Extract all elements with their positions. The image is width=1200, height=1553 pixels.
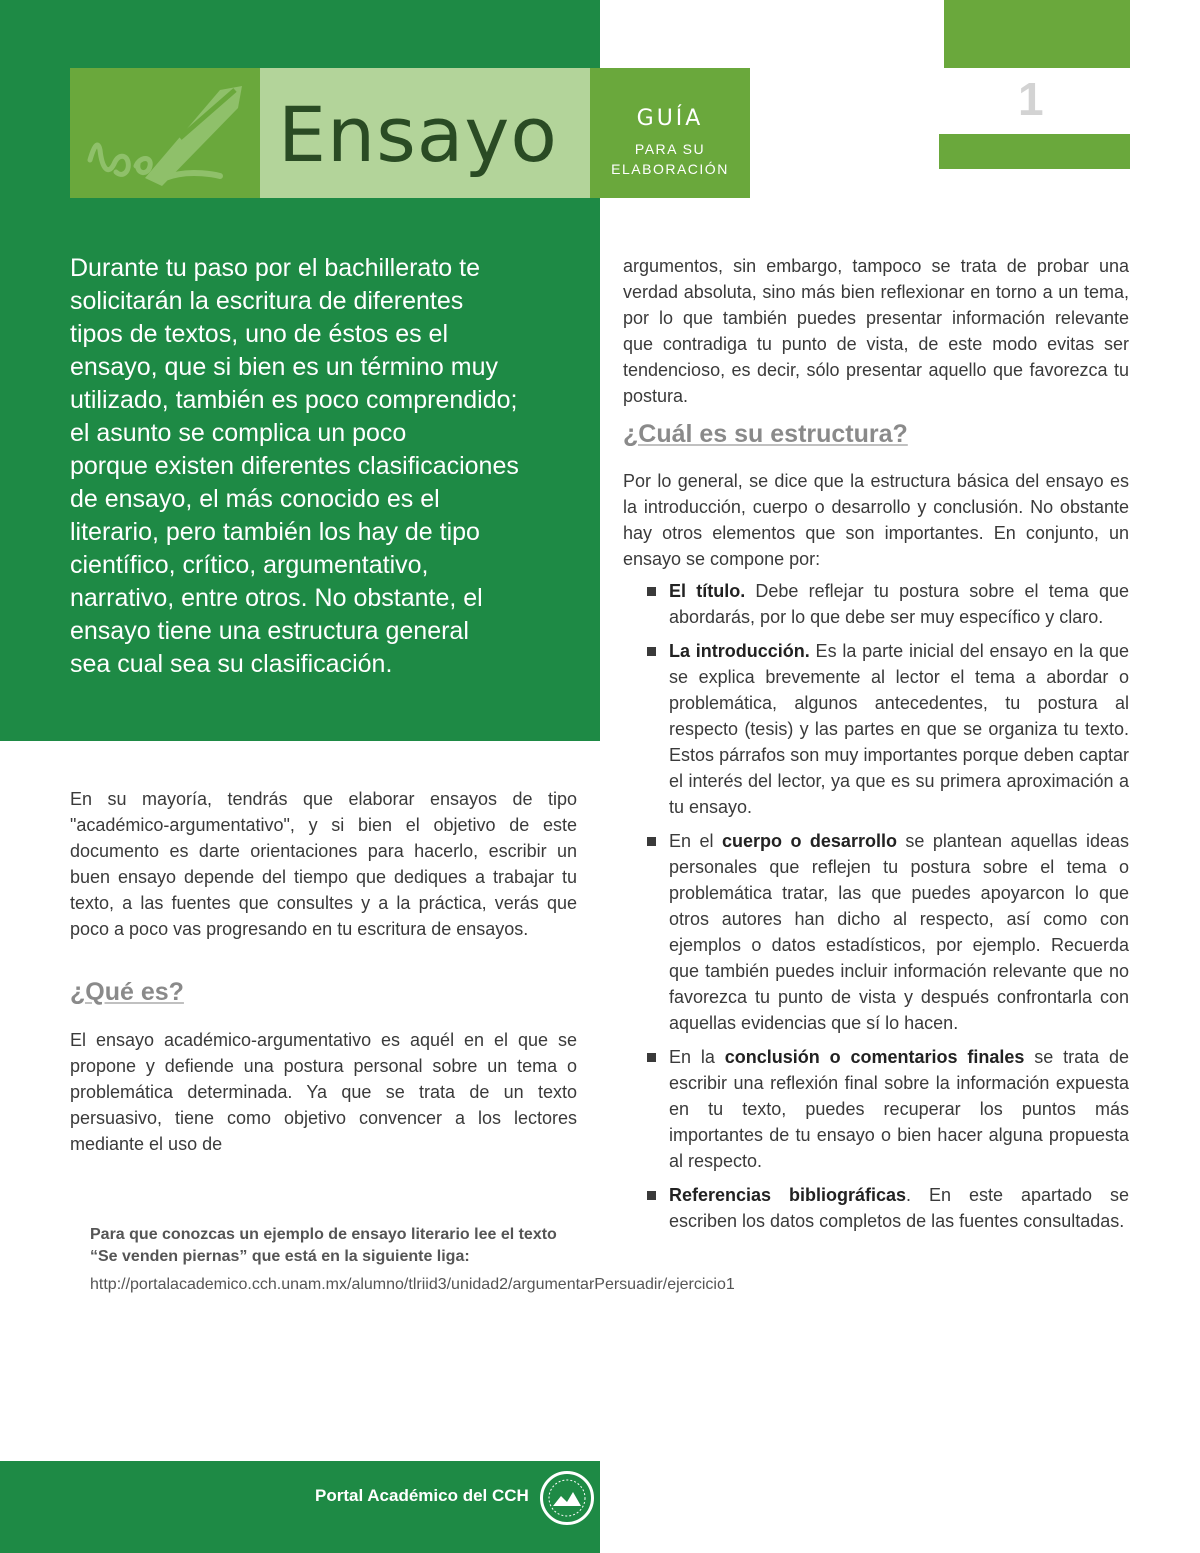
- list-item-introduccion: La introducción. Es la parte inicial del ensayo en la que se explica brevemente al lector el tema a abordar o problemática, algunos antecedentes, tu postura al respecto (tesis) y las partes en que se organiza tu texto. Estos párrafos son muy importantes porque deben captar el interés del lector, ya que es su primera aproximación a tu ensayo.: [645, 638, 1129, 820]
- list-item-desarrollo: En el cuerpo o desarrollo se plantean aquellas ideas personales que reflejen tu postura sobre el tema o problemática tratar, las que puedes apoyarcon lo que otros autores han dicho al respecto, así como con ejemplos o datos estadísticos, por ejemplo. Recuerda que también puedes incluir información relevante que no favorezca tu punto de vista y después confrontarla con aquellas evidencias que sí lo hacen.: [645, 828, 1129, 1036]
- guide-box: [590, 68, 750, 198]
- quill-logo-icon: [70, 68, 260, 198]
- right-paragraph-2: Por lo general, se dice que la estructura básica del ensayo es la introducción, cuerpo o desarrollo y conclusión. No obstante hay otros elementos que son importantes. En conjunto, un ensayo se compone por:: [623, 471, 1129, 569]
- note-link[interactable]: http://portalacademico.cch.unam.mx/alumno/tlriid3/unidad2/argumentarPersuadir/ejercicio1: [90, 1276, 735, 1293]
- cch-seal-icon: [540, 1471, 594, 1525]
- list-item-conclusion: En la conclusión o comentarios finales se trata de escribir una reflexión final sobre la información expuesta en tu texto, puedes recuperar los puntos más importantes de tu ensayo o bien hacer alguna propuesta al respecto.: [645, 1044, 1129, 1174]
- footer-bar: [0, 1461, 600, 1553]
- corner-bar-bottom: [939, 134, 1130, 169]
- list-item-titulo: El título. Debe reflejar tu postura sobre el tema que abordarás, por lo que debe ser muy específico y claro.: [645, 578, 1129, 630]
- right-paragraph-1: argumentos, sin embargo, tampoco se trata de probar una verdad absoluta, sino más bien reflexionar en torno a un tema, por lo que también puedes presentar información relevante que contradiga tu punto de vista, de este modo evitas ser tendencioso, es decir, sólo presentar aquello que favorezca tu postura.: [623, 256, 1129, 406]
- page-title: Ensayo: [278, 90, 558, 179]
- corner-bar-top: [944, 0, 1130, 68]
- title-box: [260, 68, 590, 198]
- left-paragraph-1: En su mayoría, tendrás que elaborar ensayos de tipo "académico-argumentativo", y si bien el objetivo de este documento es darte orientaciones para hacerlo, escribir un buen ensayo depende del tiempo que dediques a trabajar tu texto, a las fuentes que consultes y a la práctica, verás que poco a poco vas progresando en tu escritura de ensayos.: [70, 789, 577, 939]
- guide-label: GUÍA: [636, 106, 704, 131]
- guide-sub-line-1: PARA SU: [634, 141, 706, 157]
- footer-label: Portal Académico del CCH: [315, 1486, 529, 1505]
- heading-estructura: ¿Cuál es su estructura?: [623, 420, 908, 448]
- note-text: Para que conozcas un ejemplo de ensayo literario lee el texto “Se venden piernas” que está en la siguiente liga:: [90, 1226, 557, 1265]
- list-item-referencias: Referencias bibliográficas. En este apartado se escriben los datos completos de las fuentes consultadas.: [645, 1182, 1129, 1234]
- example-note: [90, 1224, 735, 1296]
- intro-paragraph: Durante tu paso por el bachillerato te solicitarán la escritura de diferentes tipos de textos, uno de éstos es el ensayo, que si bien es un término muy utilizado, también es poco comprendido; el asunto se complica un poco porque existen diferentes clasificaciones de ensayo, el más conocido es el literario, pero también los hay de tipo científico, crítico, argumentativo, narrativo, entre otros. No obstante, el ensayo tiene una estructura general sea cual sea su clasificación.: [70, 254, 519, 678]
- guide-sublabel: [590, 139, 750, 179]
- page-number: 1: [1018, 73, 1044, 125]
- left-paragraph-2: El ensayo académico-argumentativo es aquél en el que se propone y defiende una postura personal sobre un tema o problemática determinada. Ya que se trata de un texto persuasivo, tiene como objetivo convencer a los lectores mediante el uso de: [70, 1030, 577, 1154]
- structure-list: [645, 578, 1129, 1242]
- guide-sub-line-2: ELABORACIÓN: [611, 161, 729, 177]
- heading-que-es: ¿Qué es?: [70, 978, 184, 1006]
